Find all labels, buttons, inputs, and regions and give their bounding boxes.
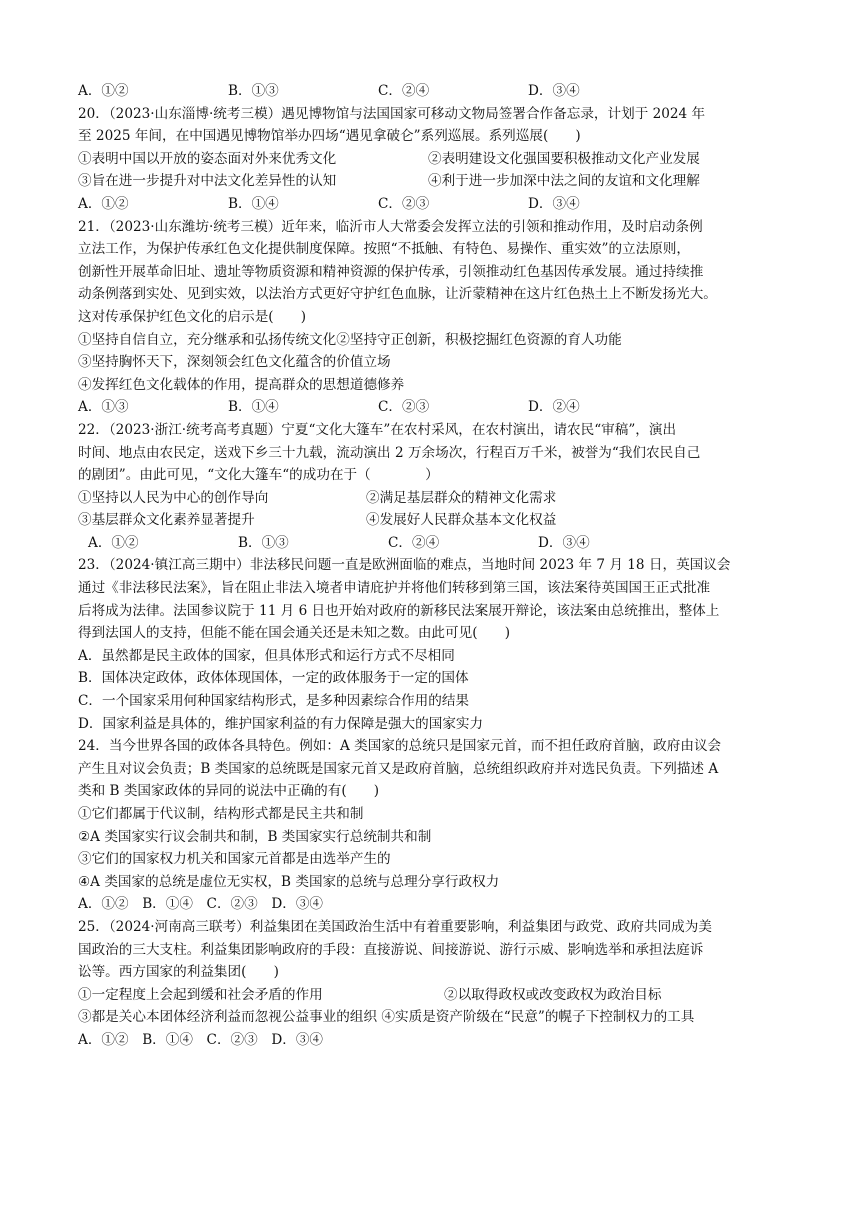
statement: ③都是关心本团体经济利益而忽视公益事业的组织 [78,1009,378,1026]
q21-options [78,396,790,419]
statement-row [78,984,790,1007]
question-text: 至 2025 年间，在中国遇见博物馆举办四场“遇见拿破仑”系列巡展。系列巡展( ) [78,128,581,145]
statement: ①一定程度上会起到缓和社会矛盾的作用 [78,986,323,1003]
question-text: 这对传承保护红色文化的启示是( ) [78,308,307,325]
question-text: 产生且对议会负责；B 类国家的总统既是国家元首又是政府首脑，总统组织政府并对选民负责。下列描述 A [78,760,719,777]
choice-a: A．虽然都是民主政体的国家，但具体形式和运行方式不尽相同 [78,647,455,664]
q22-options [78,532,790,555]
statement: ④A 类国家的总统是虚位无实权，B 类国家的总统与总理分享行政权力 [78,873,500,890]
question-text: 类和 B 类国家政体的异同的说法中正确的有( ) [78,783,380,800]
question-text: 得到法国人的支持，但能不能在国会通关还是未知之数。由此可见( ) [78,625,511,642]
choice-b: B．国体决定政体，政体体现国体，一定的政体服务于一定的国体 [78,670,469,687]
statement-row [78,487,790,510]
statement: ②以取得政权或改变政权为政治目标 [444,986,662,1003]
statement-row [78,170,790,193]
question-text: 讼等。西方国家的利益集团( ) [78,964,279,981]
statement: ③坚持胸怀天下，深刻领会红色文化蕴含的价值立场 [78,354,391,371]
question-text: 创新性开展革命旧址、遗址等物质资源和精神资源的保护传承，引领推动红色基因传承发展。通过持续推 [78,263,704,280]
statement-row [78,1006,790,1029]
option-b: B．①④ [228,195,279,212]
question-text: 通过《非法移民法案》，旨在阻止非法入境者申请庇护并将他们转移到第三国，该法案待英国国王正式批准 [78,580,711,597]
question-text: 立法工作，为保护传承红色文化提供制度保障。按照“不抵触、有特色、易操作、重实效”的立法原则， [78,241,691,258]
statement: ②满足基层群众的精神文化需求 [366,489,557,506]
statement: ③基层群众文化素养显著提升 [78,512,255,529]
option-b: B．①③ [238,534,289,551]
statement: ③旨在进一步提升对中法文化差异性的认知 [78,173,337,190]
option-d: D．③④ [528,195,580,212]
exam-page [78,80,790,1052]
statement: ①坚持以人民为中心的创作导向 [78,489,269,506]
question-text: 时间、地点由农民定，送戏下乡三十九载，流动演出 2 万余场次，行程百万千米，被誉为“我们农民自己 [78,444,701,461]
option-c: C．②③ [378,399,430,416]
statement: ④实质是资产阶级在“民意”的幌子下控制权力的工具 [381,1009,695,1026]
statement: ①它们都属于代议制，结构形式都是民主共和制 [78,806,364,822]
option-d: D．③④ [538,534,590,551]
question-text: 24．当今世界各国的政体各具特色。例如：A 类国家的总统只是国家元首，而不担任政府首脑，政府由议会 [78,738,722,755]
option-d: D．③④ [528,83,580,99]
statement: ④发挥红色文化载体的作用，提高群众的思想道德修养 [78,376,405,393]
question-25 [78,916,790,1052]
question-text: 后将成为法律。法国参议院于 11 月 6 日也开始对政府的新移民法案展开辩论，该法案由总统推出，整体上 [78,602,720,619]
option-b: B．①④ [228,399,279,416]
question-20 [78,103,790,216]
question-text: 23．（2024·镇江高三期中）非法移民问题一直是欧洲面临的难点，当地时间 2023 年 7 月 18 日，英国议会 [78,557,731,574]
choice-d: D．国家利益是具体的，维护国家利益的有力保障是强大的国家实力 [78,715,484,732]
statement: ①表明中国以开放的姿态面对外来优秀文化 [78,150,337,167]
q25-options: A．①② B．①④ C．②③ D．③④ [78,1031,324,1048]
option-a: A．①② [78,195,129,212]
question-text: 动条例落到实处、见到实效，以法治方式更好守护红色血脉，让沂蒙精神在这片红色热土上不断发扬光大。 [78,286,717,303]
statement: ②表明建设文化强国要积极推动文化产业发展 [428,150,700,167]
option-c: C．②④ [388,534,440,551]
statement: ②A 类国家实行议会制共和制，B 类国家实行总统制共和制 [78,828,432,845]
question-22 [78,419,790,555]
option-a: A．①③ [78,399,129,416]
option-a: A．①② [78,83,129,99]
question-text: 的剧团”。由此可见，“文化大篷车“的成功在于（ ） [78,467,439,484]
question-text: 国政治的三大支柱。利益集团影响政府的手段：直接游说、间接游说、游行示威、影响选举和承担法庭诉 [78,941,704,958]
choice-c: C．一个国家采用何种国家结构形式，是多种因素综合作用的结果 [78,693,470,710]
question-24 [78,735,790,916]
option-c: C．②③ [378,195,430,212]
statement-row [78,509,790,532]
option-a: A．①② [88,534,139,551]
statement: ④利于进一步加深中法之间的友谊和文化理解 [428,173,700,190]
option-c: C．②④ [378,83,430,99]
q24-options: A．①② B．①④ C．②③ D．③④ [78,896,324,913]
q19-options [78,80,790,103]
question-21 [78,216,790,419]
statement: ③它们的国家权力机关和国家元首都是由选举产生的 [78,851,391,868]
statement: ④发展好人民群众基本文化权益 [366,512,557,529]
question-text: 20．（2023·山东淄博·统考三模）遇见博物馆与法国国家可移动文物局签署合作备忘录，计划于 2024 年 [78,105,706,122]
option-d: D．②④ [528,399,580,416]
option-b: B．①③ [228,83,279,99]
question-23 [78,554,790,735]
question-text: 22．（2023·浙江·统考高考真题）宁夏“文化大篷车”在农村采风，在农村演出，请农民“审稿”，演出 [78,421,677,438]
statement-row [78,148,790,171]
question-text: 21．（2023·山东潍坊·统考三模）近年来，临沂市人大常委会发挥立法的引领和推动作用，及时启动条例 [78,218,703,235]
question-text: 25．（2024·河南高三联考）利益集团在美国政治生活中有着重要影响，利益集团与政党、政府共同成为美 [78,918,712,935]
q20-options [78,193,790,216]
statement: ①坚持自信自立，充分继承和弘扬传统文化②坚持守正创新，积极挖掘红色资源的育人功能 [78,331,622,348]
